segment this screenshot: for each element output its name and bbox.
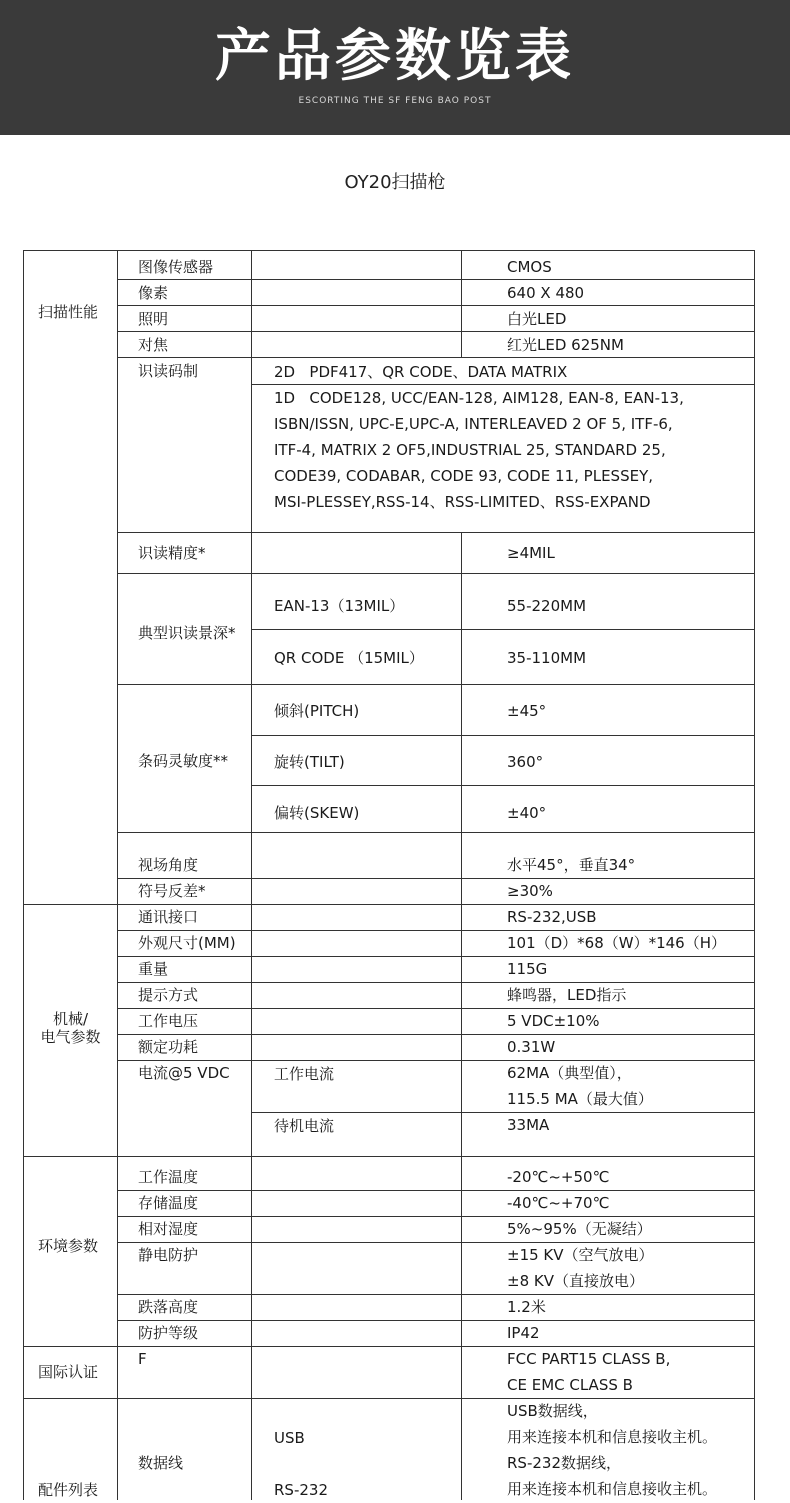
row-value: 33MA [507,1116,550,1134]
group-label-cert: 国际认证 [38,1363,99,1381]
symbology-1d-line: ITF-4, MATRIX 2 OF5,INDUSTRIAL 25, STANDARD 25, [274,441,666,459]
row-value: CE EMC CLASS B [507,1376,633,1394]
row-label: 识读精度* [138,544,206,562]
row-label: 外观尺寸(MM) [138,934,236,952]
row-label: F [138,1350,147,1368]
row-sublabel: USB [274,1429,305,1447]
page-title: 产品参数览表 [215,24,575,89]
row-label: 工作温度 [138,1168,199,1186]
row-label: 对焦 [138,336,169,354]
row-label: 图像传感器 [138,258,214,276]
row-value: 白光LED [507,310,567,328]
row-label: 典型识读景深* [138,624,236,642]
row-label: 符号反差* [138,882,206,900]
row-label: 条码灵敏度** [138,752,229,770]
symbology-1d-line: CODE39, CODABAR, CODE 93, CODE 11, PLESSEY, [274,467,653,485]
row-label: 照明 [138,310,169,328]
row-label: 电流@5 VDC [138,1064,230,1082]
row-value: ±8 KV（直接放电） [507,1272,644,1290]
group-label-env: 环境参数 [38,1237,99,1255]
row-value: 水平45°，垂直34° [507,856,636,874]
row-label: 相对湿度 [138,1220,199,1238]
row-value: CMOS [507,258,552,276]
row-value: 115G [507,960,548,978]
product-name: OY20扫描枪 [344,172,446,193]
group-label-accessories: 配件列表 [38,1481,99,1499]
row-value: IP42 [507,1324,540,1342]
row-label: 跌落高度 [138,1298,199,1316]
row-value: 640 X 480 [507,284,585,302]
group-label-mech-line2: 电气参数 [40,1028,101,1046]
row-value: RS-232,USB [507,908,597,926]
row-value: FCC PART15 CLASS B, [507,1350,671,1368]
row-value: ≥4MIL [507,544,555,562]
row-sublabel: EAN-13（13MIL） [274,597,405,615]
row-label: 像素 [138,284,169,302]
symbology-1d-line: ISBN/ISSN, UPC-E,UPC-A, INTERLEAVED 2 OF 5, ITF-6, [274,415,673,433]
row-value: 55-220MM [507,597,587,615]
row-label: 识读码制 [138,362,199,380]
row-sublabel: 偏转(SKEW) [274,804,360,822]
row-label: 数据线 [138,1454,184,1472]
row-value: ≥30% [507,882,553,900]
row-value: 0.31W [507,1038,556,1056]
row-label: 额定功耗 [138,1038,199,1056]
row-value: 62MA（典型值）， [507,1064,632,1082]
row-value: 用来连接本机和信息接收主机。 [507,1480,718,1498]
row-value: USB数据线， [507,1402,598,1420]
row-label: 重量 [138,960,169,978]
group-label-mech-line1: 机械/ [52,1010,89,1028]
group-label-scan: 扫描性能 [38,303,99,321]
symbology-1d-line: MSI-PLESSEY,RSS-14、RSS-LIMITED、RSS-EXPAND [274,493,651,511]
row-value: 用来连接本机和信息接收主机。 [507,1428,718,1446]
row-value: ±40° [507,804,547,822]
row-label: 静电防护 [138,1246,199,1264]
row-value: 115.5 MA（最大值） [507,1090,653,1108]
row-sublabel: 旋转(TILT) [274,753,345,771]
row-value: 1.2米 [507,1298,546,1316]
row-value: ±45° [507,702,547,720]
row-value: -20℃~+50℃ [507,1168,610,1186]
row-label: 通讯接口 [138,908,199,926]
row-label: 存储温度 [138,1194,199,1212]
row-value: 5 VDC±10% [507,1012,600,1030]
row-sublabel: 待机电流 [274,1117,335,1135]
row-value: ±15 KV（空气放电） [507,1246,654,1264]
row-value: 101（D）*68（W）*146（H） [507,934,727,952]
row-label: 防护等级 [138,1324,199,1342]
row-sublabel: QR CODE （15MIL） [274,649,424,667]
row-value: RS-232数据线， [507,1454,621,1472]
row-value: 360° [507,753,544,771]
row-sublabel: 工作电流 [274,1065,335,1083]
row-value: 5%~95%（无凝结） [507,1220,652,1238]
row-sublabel: 倾斜(PITCH) [274,702,360,720]
page-subtitle: ESCORTING THE SF FENG BAO POST [298,96,492,106]
row-sublabel: RS-232 [274,1481,328,1499]
row-label: 工作电压 [138,1012,199,1030]
row-value: -40℃~+70℃ [507,1194,610,1212]
symbology-1d-line: 1D CODE128, UCC/EAN-128, AIM128, EAN-8, EAN-13, [274,389,684,407]
row-label: 视场角度 [138,856,199,874]
row-label: 提示方式 [138,986,199,1004]
row-value: 35-110MM [507,649,587,667]
symbology-2d: 2D PDF417、QR CODE、DATA MATRIX [274,363,568,381]
row-value: 红光LED 625NM [507,336,624,354]
row-value: 蜂鸣器，LED指示 [507,986,627,1004]
